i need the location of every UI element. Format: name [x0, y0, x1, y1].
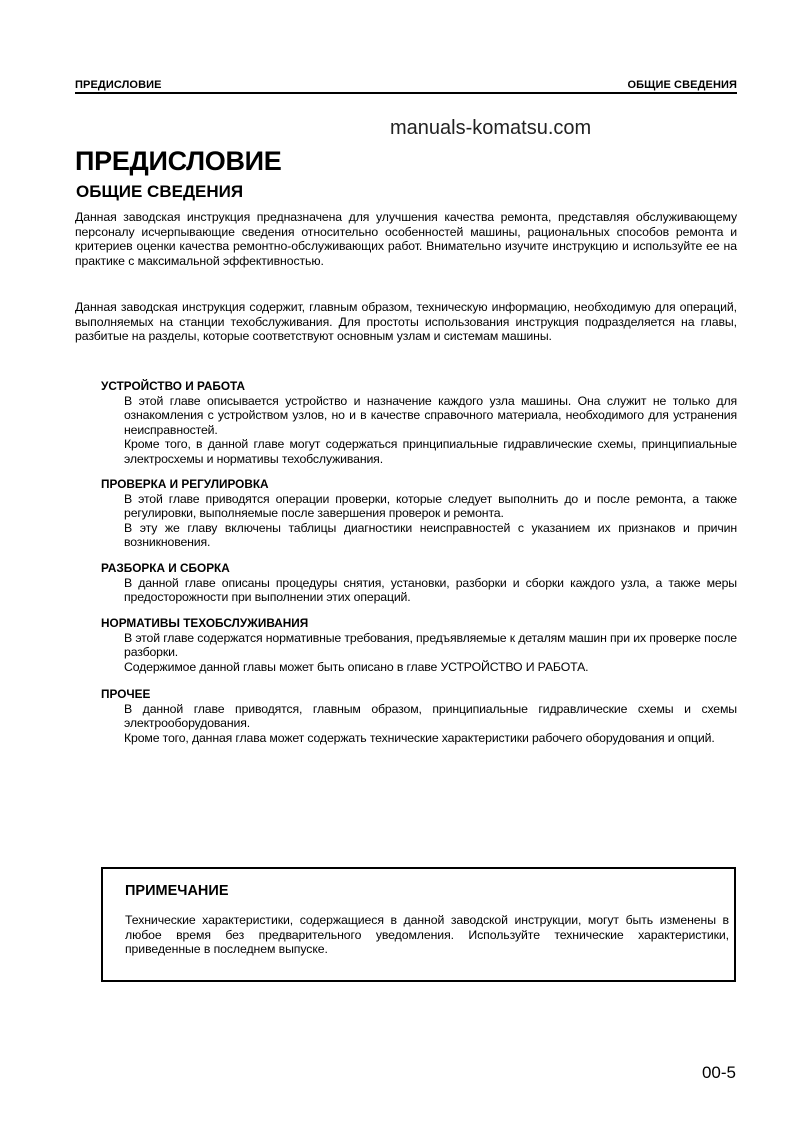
section-paragraph: В этой главе содержатся нормативные требования, предъявляемые к деталям машин при их проверке после разборки. — [124, 630, 737, 660]
header-chapter: ПРЕДИСЛОВИЕ — [75, 79, 162, 91]
section-paragraph: В данной главе приводятся, главным образом, принципиальные гидравлические схемы и схемы электрооборудования. — [124, 701, 737, 731]
section-paragraph: Содержимое данной главы может быть описано в главе УСТРОЙСТВО И РАБОТА. — [124, 659, 589, 674]
section-heading: НОРМАТИВЫ ТЕХОБСЛУЖИВАНИЯ — [101, 616, 309, 630]
section-maintenance-standard — [101, 616, 737, 674]
section-paragraph: Кроме того, данная глава может содержать технические характеристики рабочего оборудования и опций. — [124, 730, 715, 745]
page-number: 00-5 — [701, 1063, 736, 1082]
section-heading: ПРОВЕРКА И РЕГУЛИРОВКА — [101, 477, 269, 491]
section-design-and-operation — [101, 379, 737, 467]
running-header — [75, 78, 737, 94]
section-heading: ПРОЧЕЕ — [101, 687, 151, 701]
watermark: manuals-komatsu.com — [390, 117, 592, 139]
section-paragraph: В этой главе описывается устройство и назначение каждого узла машины. Она служит не только для ознакомления с устройством узлов, но и в качестве справочного материала, необходимого для устранения неисправностей. — [124, 393, 737, 437]
header-section: ОБЩИЕ СВЕДЕНИЯ — [627, 79, 737, 91]
section-disassembly-and-assembly — [101, 561, 737, 605]
section-others — [101, 687, 737, 745]
section-paragraph: В этой главе приводятся операции проверки, которые следует выполнить до и после ремонта, а также регулировки, выполняемые после завершения проверок и ремонта. — [124, 491, 737, 521]
page-title: ПРЕДИСЛОВИЕ — [75, 146, 282, 176]
section-testing-and-adjusting — [101, 477, 737, 550]
intro-paragraph: Данная заводская инструкция предназначена для улучшения качества ремонта, представляя обслуживающему персоналу исчерпывающие сведения относительно особенностей машины, рациональных способов ремонта и критериев оценки качества ремонтно-обслуживающих работ. Внимательно изучите инструкцию и используйте ее на практике с максимальной эффективностью. — [75, 210, 737, 268]
section-heading: РАЗБОРКА И СБОРКА — [101, 561, 230, 575]
section-paragraph: Кроме того, в данной главе могут содержаться принципиальные гидравлические схемы, принципиальные электросхемы и нормативы техобслуживания. — [124, 437, 737, 466]
note-heading: ПРИМЕЧАНИЕ — [125, 883, 229, 899]
section-paragraph: В эту же главу включены таблицы диагностики неисправностей с указанием их признаков и причин возникновения. — [124, 520, 737, 550]
note-text: Технические характеристики, содержащиеся в данной заводской инструкции, могут быть изменены в любое время без предварительного уведомления. Используйте технические характеристики, приведенные в последнем выпуске. — [125, 913, 729, 957]
page-subtitle: ОБЩИЕ СВЕДЕНИЯ — [76, 182, 244, 201]
section-heading: УСТРОЙСТВО И РАБОТА — [101, 379, 245, 393]
intro-paragraph: Данная заводская инструкция содержит, главным образом, техническую информацию, необходимую для операций, выполняемых на станции техобслуживания. Для простоты использования инструкция подразделяется на главы, разбитые на разделы, которые соответствуют основным узлам и системам машины. — [75, 300, 737, 344]
section-paragraph: В данной главе описаны процедуры снятия, установки, разборки и сборки каждого узла, а также меры предосторожности при выполнении этих операций. — [124, 575, 737, 605]
note-box — [101, 867, 736, 982]
